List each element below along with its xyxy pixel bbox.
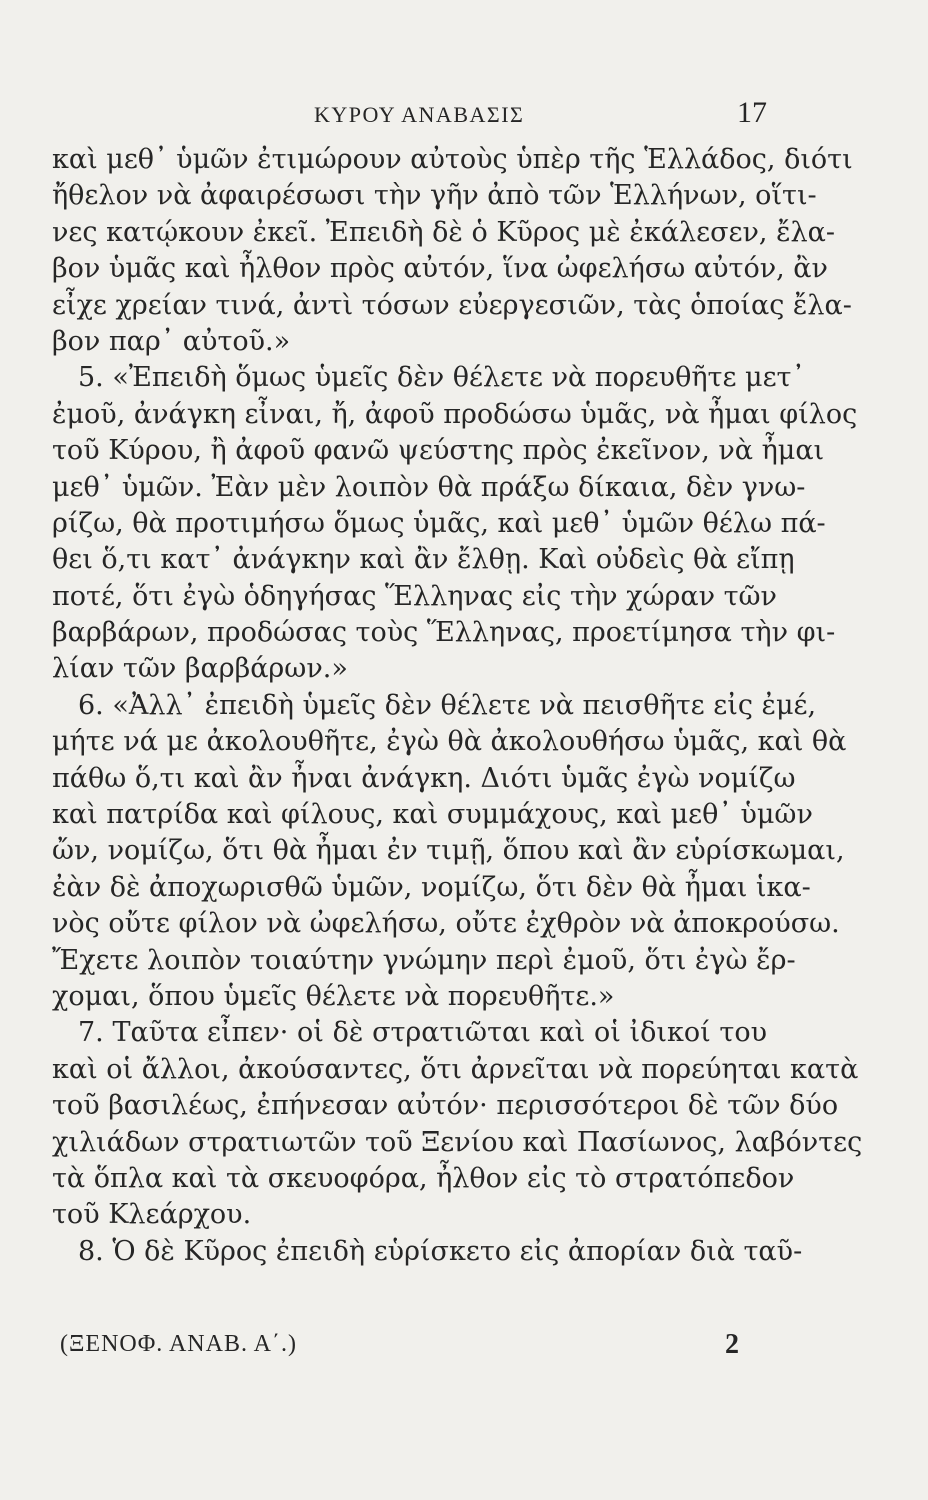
text-line: εἶχε χρείαν τινά, ἀντὶ τόσων εὐεργεσιῶν, τὰς ὁποίας ἔλα- xyxy=(52,289,852,321)
running-title: ΚΥΡΟΥ ΑΝΑΒΑΣΙΣ xyxy=(314,102,525,127)
page-number: 17 xyxy=(737,96,767,129)
text-line: βον ὑμᾶς καὶ ἦλθον πρὸς αὐτόν, ἵνα ὠφελήσω αὐτόν, ἂν xyxy=(52,253,828,285)
text-line: λίαν τῶν βαρβάρων.» xyxy=(52,653,348,685)
text-line: χομαι, ὅπου ὑμεῖς θέλετε νὰ πορευθῆτε.» xyxy=(52,980,615,1012)
text-line: καὶ οἱ ἄλλοι, ἀκούσαντες, ὅτι ἀρνεῖται νὰ πορεύηται κατὰ xyxy=(52,1053,859,1085)
body-text xyxy=(52,142,863,1270)
text-line: ὤν, νομίζω, ὅτι θὰ ἦμαι ἐν τιμῇ, ὅπου καὶ ἂν εὑρίσκωμαι, xyxy=(52,835,845,867)
text-line: ἐὰν δὲ ἀποχωρισθῶ ὑμῶν, νομίζω, ὅτι δὲν θὰ ἦμαι ἱκα- xyxy=(52,871,811,903)
paragraph-5-start: 5. «Ἐπειδὴ ὅμως ὑμεῖς δὲν θέλετε νὰ πορευθῆτε μετ᾿ xyxy=(78,362,805,394)
paragraph-7-start: 7. Ταῦτα εἶπεν· οἱ δὲ στρατιῶται καὶ οἱ ἰδικοί του xyxy=(78,1017,767,1049)
text-line: καὶ πατρίδα καὶ φίλους, καὶ συμμάχους, καὶ μεθ᾿ ὑμῶν xyxy=(52,799,813,831)
signature-number: 2 xyxy=(725,1329,739,1360)
text-line: ἤθελον νὰ ἀφαιρέσωσι τὴν γῆν ἀπὸ τῶν Ἑλλήνων, οἵτι- xyxy=(52,180,817,212)
text-line: βον παρ᾿ αὐτοῦ.» xyxy=(52,325,291,357)
text-line: νὸς οὔτε φίλον νὰ ὠφελήσω, οὔτε ἐχθρὸν νὰ ἀποκρούσω. xyxy=(52,908,840,940)
page-footer xyxy=(52,1331,767,1371)
paragraph-8-start: 8. Ὁ δὲ Κῦρος ἐπειδὴ εὑρίσκετο εἰς ἀπορίαν διὰ ταῦ- xyxy=(78,1235,803,1267)
text-line: τοῦ βασιλέως, ἐπήνεσαν αὐτόν· περισσότεροι δὲ τῶν δύο xyxy=(52,1090,839,1122)
text-line: τὰ ὅπλα καὶ τὰ σκευοφόρα, ἦλθον εἰς τὸ στρατόπεδον xyxy=(52,1162,795,1194)
text-line: καὶ μεθ᾿ ὑμῶν ἐτιμώρουν αὐτοὺς ὑπὲρ τῆς Ἑλλάδος, διότι xyxy=(52,144,853,175)
text-line: Ἔχετε λοιπὸν τοιαύτην γνώμην περὶ ἐμοῦ, ὅτι ἐγὼ ἔρ- xyxy=(52,944,796,976)
text-line: ἐμοῦ, ἀνάγκη εἶναι, ἤ, ἀφοῦ προδώσω ὑμᾶς, νὰ ἦμαι φίλος xyxy=(52,398,858,430)
text-line: τοῦ Κύρου, ἢ ἀφοῦ φανῶ ψεύστης πρὸς ἐκεῖνον, νὰ ἦμαι xyxy=(52,435,825,467)
text-line: ποτέ, ὅτι ἐγὼ ὁδηγήσας Ἕλληνας εἰς τὴν χώραν τῶν xyxy=(52,580,777,612)
page-header xyxy=(52,96,767,140)
text-line: θει ὅ,τι κατ᾿ ἀνάγκην καὶ ἂν ἔλθῃ. Καὶ οὐδεὶς θὰ εἴπῃ xyxy=(52,544,795,576)
text-line: μήτε νά με ἀκολουθῆτε, ἐγὼ θὰ ἀκολουθήσω ὑμᾶς, καὶ θὰ xyxy=(52,726,847,758)
text-line: ρίζω, θὰ προτιμήσω ὅμως ὑμᾶς, καὶ μεθ᾿ ὑμῶν θέλω πά- xyxy=(52,507,826,539)
paragraph-6-start: 6. «Ἀλλ᾿ ἐπειδὴ ὑμεῖς δὲν θέλετε νὰ πεισθῆτε εἰς ἐμέ, xyxy=(78,689,817,721)
text-line: βαρβάρων, προδώσας τοὺς Ἕλληνας, προετίμησα τὴν φι- xyxy=(52,617,836,649)
text-line: χιλιάδων στρατιωτῶν τοῦ Ξενίου καὶ Πασίωνος, λαβόντες xyxy=(52,1126,863,1158)
signature-mark: (ΞΕΝΟΦ. ΑΝΑΒ. Α΄.) xyxy=(60,1331,297,1357)
text-line: νες κατῴκουν ἐκεῖ. Ἐπειδὴ δὲ ὁ Κῦρος μὲ ἐκάλεσεν, ἔλα- xyxy=(52,216,836,248)
text-line: πάθω ὅ,τι καὶ ἂν ἦναι ἀνάγκη. Διότι ὑμᾶς ἐγὼ νομίζω xyxy=(52,762,796,794)
text-line: μεθ᾿ ὑμῶν. Ἐὰν μὲν λοιπὸν θὰ πράξω δίκαια, δὲν γνω- xyxy=(52,471,806,503)
text-line: τοῦ Κλεάρχου. xyxy=(52,1199,252,1231)
